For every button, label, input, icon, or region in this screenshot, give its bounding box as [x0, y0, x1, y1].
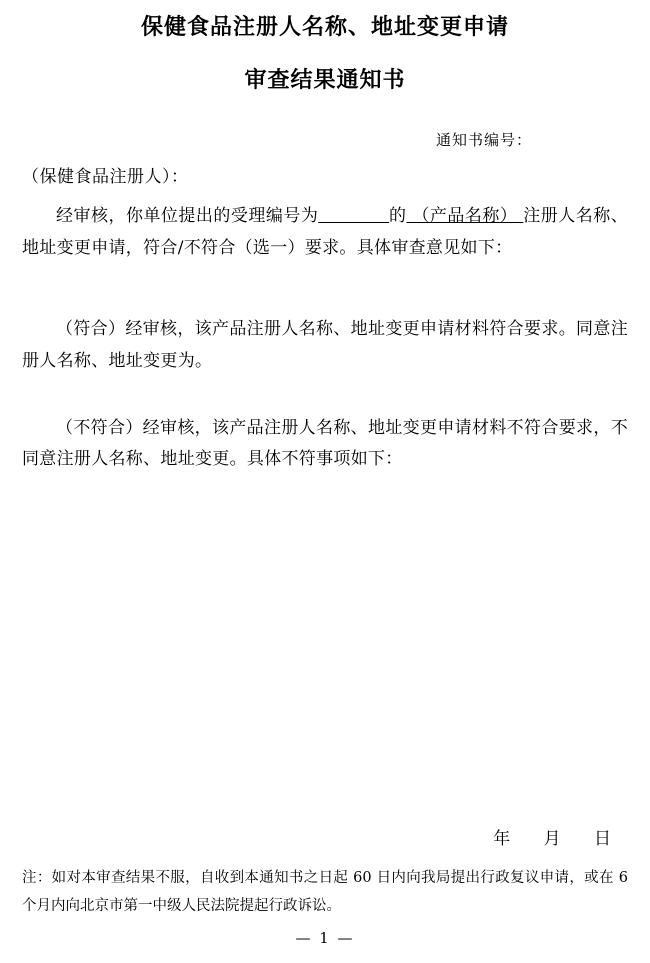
paragraph-non-conforming: （不符合）经审核，该产品注册人名称、地址变更申请材料不符合要求，不同意注册人名称、地址变更。具体不符事项如下： — [22, 417, 628, 470]
paragraph-main-part-1: 经审核，你单位提出的受理编号为 — [56, 206, 319, 227]
paragraph-main-part-3: 注册人名称、地址变更申请，符合/不符合（选一）要求。具体审查意见如下： — [22, 206, 628, 258]
page-number: — 1 — — [295, 929, 355, 947]
date-year-label: 年 — [493, 829, 512, 849]
paragraph-conforming: （符合）经审核，该产品注册人名称、地址变更申请材料符合要求。同意注册人名称、地址变更为。 — [22, 319, 628, 371]
page-title-line-2: 审查结果通知书 — [244, 67, 406, 93]
addressee-line: （保健食品注册人）： — [22, 167, 189, 188]
acceptance-number-blank — [318, 206, 389, 226]
page-title-line-1: 保健食品注册人名称、地址变更申请 — [140, 15, 509, 40]
paragraph-main — [22, 201, 628, 264]
document-page — [0, 14, 650, 963]
paragraph-main-part-2: 的 — [389, 206, 407, 227]
footnote-text: 注：如对本审查结果不服，自收到本通知书之日起 60 日内向我局提出行政复议申请，或在 6 个月内向北京市第一中级人民法院提起行政诉讼。 — [22, 870, 628, 914]
date-day-label: 日 — [594, 829, 612, 849]
signature-date-line — [0, 824, 650, 849]
date-month-label: 月 — [543, 829, 562, 849]
document-number-label: 通知书编号： — [435, 131, 532, 150]
product-name-blank: （产品名称） — [406, 206, 524, 227]
